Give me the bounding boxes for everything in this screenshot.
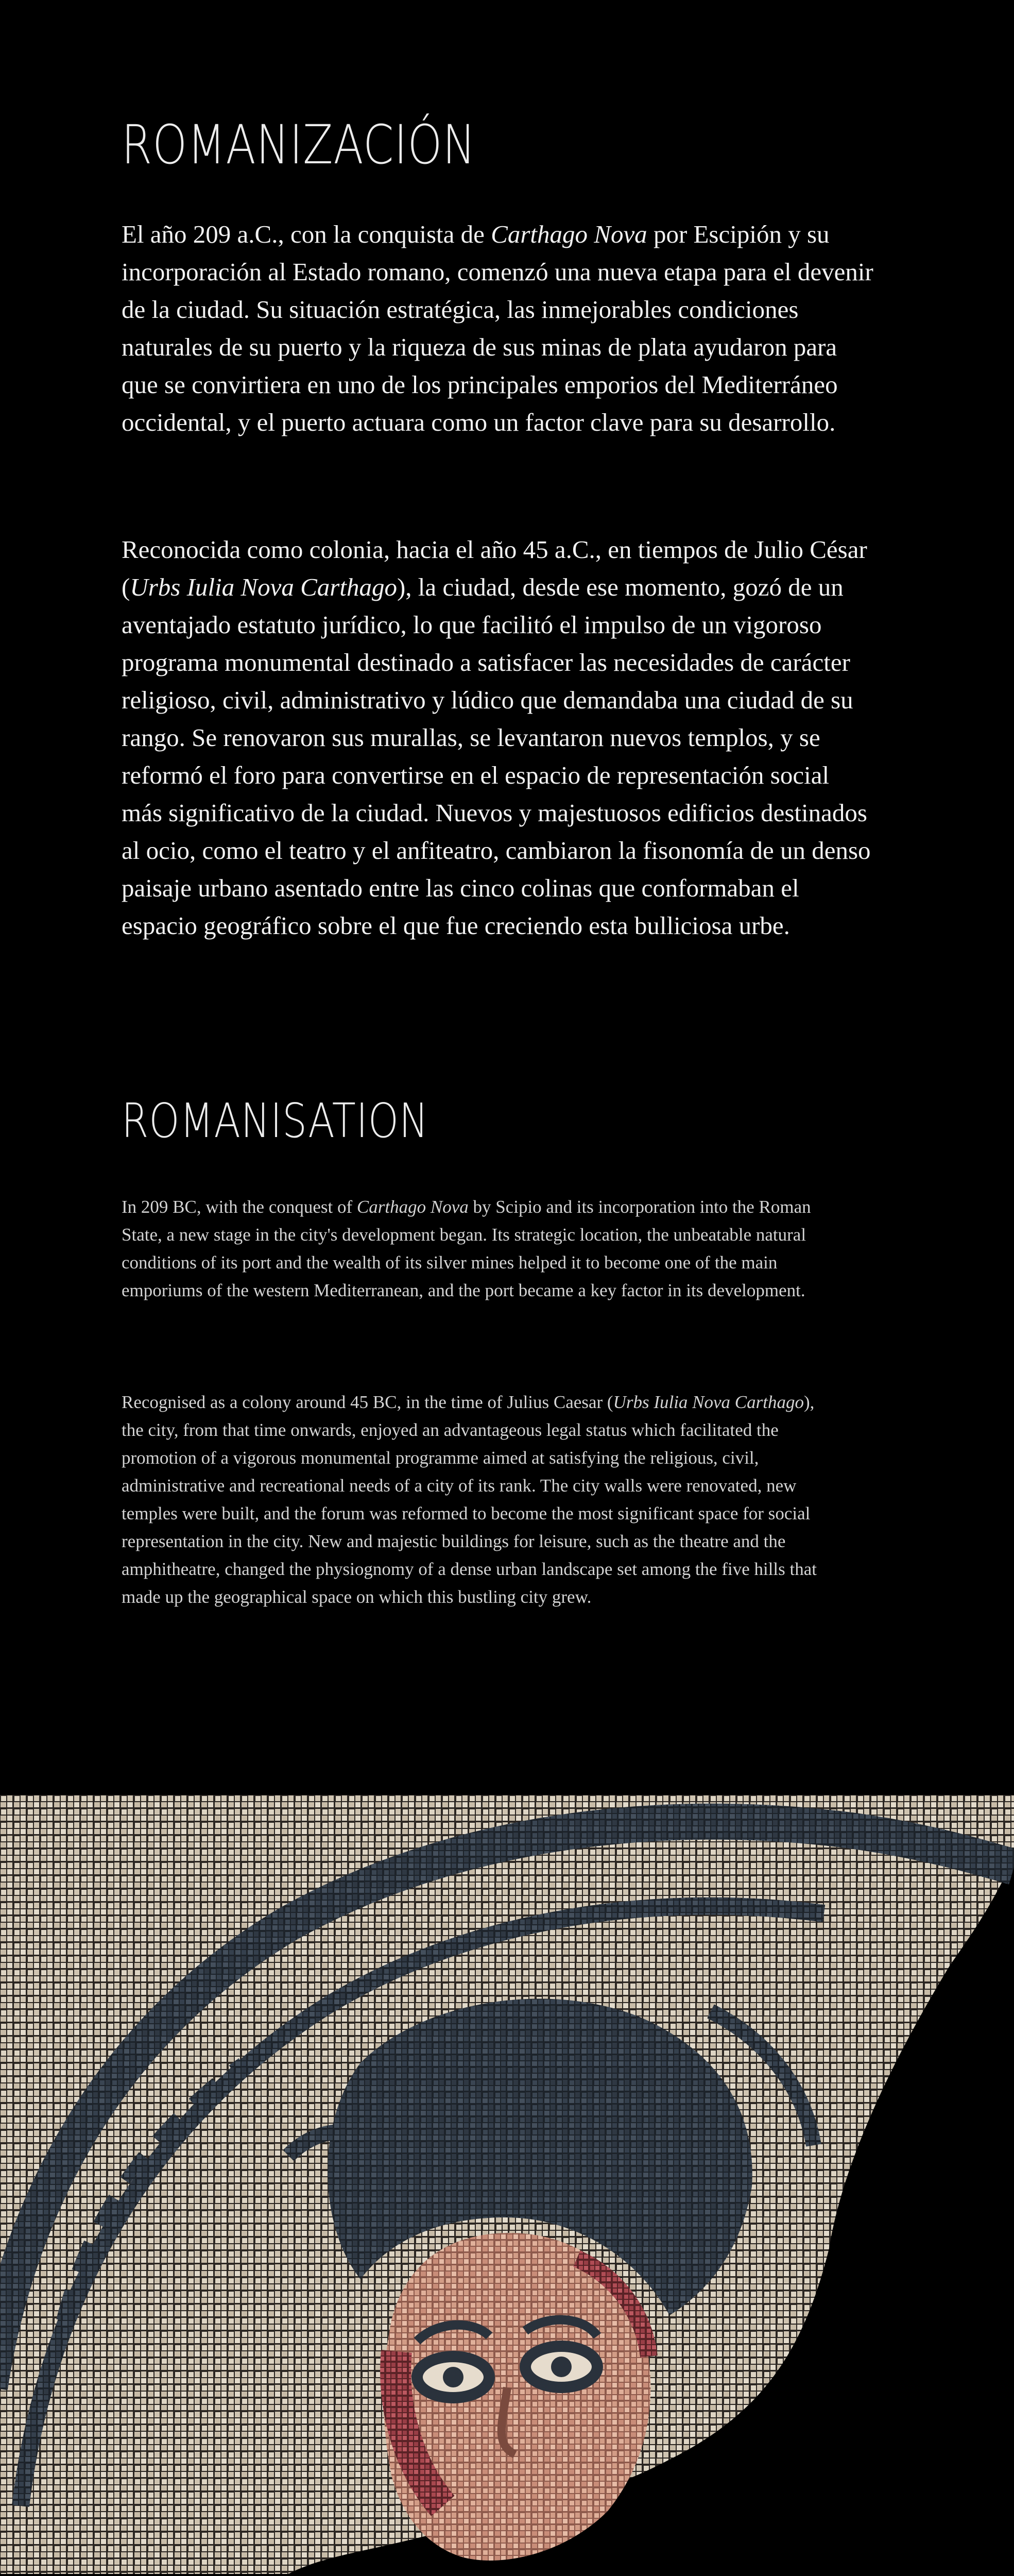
text-segment: por Escipión y su incorporación al Estado romano, comenzó una nueva etapa para el devenir de la ciudad. Su situación estratégica, las inmejorables condiciones naturales de su puerto y la riqueza de sus minas de plata ayudaron para que se convirtiera en uno de los principales emporios del Mediterráneo occidental, y el puerto actuara como un factor clave para su desarrollo. xyxy=(122,220,873,436)
paragraph-english-1 xyxy=(122,1193,837,1304)
text-segment: In 209 BC, with the conquest of xyxy=(122,1197,357,1217)
medusa-mosaic-image xyxy=(0,1795,1014,2574)
heading-romanisation: ROMANISATION xyxy=(122,1093,429,1148)
text-segment: Reconocida como colonia, hacia el año 45 a.C., en tiempos de Julio César ( xyxy=(122,535,867,601)
medusa-face xyxy=(384,2233,650,2561)
italic-term: Carthago Nova xyxy=(491,220,647,248)
text-segment: ), la ciudad, desde ese momento, gozó de un aventajado estatuto jurídico, lo que facilitó el impulso de un vigoroso programa monumental destinado a satisfacer las necesidades de carácter religioso, civil, administrativo y lúdico que demandaba una ciudad de su rango. Se renovaron sus murallas, se levantaron nuevos templos, y se reformó el foro para convertirse en el espacio de representación social más significativo de la ciudad. Nuevos y majestuosos edificios destinados al ocio, como el teatro y el anfiteatro, cambiaron la fisonomía de un denso paisaje urbano asentado entre las cinco colinas que conformaban el espacio geográfico sobre el que fue creciendo esta bulliciosa urbe. xyxy=(122,573,871,940)
italic-term: Urbs Iulia Nova Carthago xyxy=(613,1392,804,1412)
heading-romanizacion: ROMANIZACIÓN xyxy=(122,113,476,176)
text-segment: Recognised as a colony around 45 BC, in the time of Julius Caesar ( xyxy=(122,1392,613,1412)
italic-term: Urbs Iulia Nova Carthago xyxy=(130,573,397,601)
paragraph-spanish-2 xyxy=(122,531,873,944)
text-segment: by Scipio and its incorporation into the Roman State, a new stage in the city's development began. Its strategic location, the unbeatable natural conditions of its port and the wealth of its silver mines helped it to become one of the main emporiums of the western Mediterranean, and the port became a key factor in its development. xyxy=(122,1197,811,1300)
text-segment: ), the city, from that time onwards, enjoyed an advantageous legal status which facilitated the promotion of a vigorous monumental programme aimed at satisfying the religious, civil, administrative and recreational needs of a city of its rank. The city walls were renovated, new temples were built, and the forum was reformed to become the most significant space for social representation in the city. New and majestic buildings for leisure, such as the theatre and the amphitheatre, changed the physiognomy of a dense urban landscape set among the five hills that made up the geographical space on which this bustling city grew. xyxy=(122,1392,817,1607)
text-segment: El año 209 a.C., con la conquista de xyxy=(122,220,491,248)
italic-term: Carthago Nova xyxy=(356,1197,469,1217)
paragraph-spanish-1 xyxy=(122,215,873,441)
paragraph-english-2 xyxy=(122,1388,837,1611)
